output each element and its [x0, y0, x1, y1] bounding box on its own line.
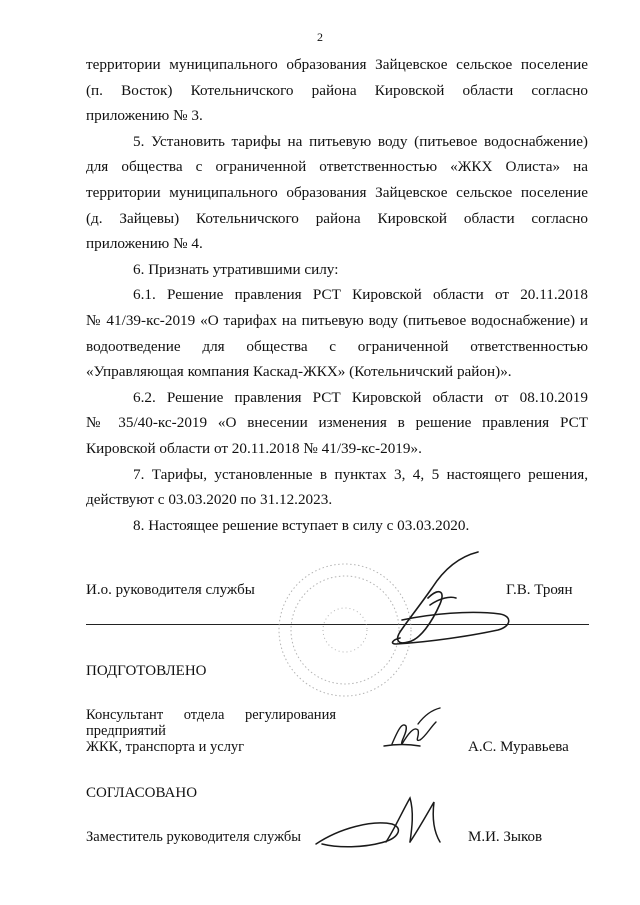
consultant-line-1: Консультант отдела регулирования [86, 707, 336, 723]
text-line: территории муниципального образования Зайцевское сельское поселение [86, 56, 588, 73]
text-line: приложению № 4. [86, 235, 203, 253]
text-line: для общества с ограниченной ответственностью «ЖКХ Олиста» на [86, 158, 588, 176]
consultant-line-3: ЖКК, транспорта и услуг [86, 739, 245, 755]
text-line: (п. Восток) Котельничского района Кировской области согласно [86, 81, 588, 99]
approved-title: СОГЛАСОВАНО [86, 785, 198, 801]
prepared-title: ПОДГОТОВЛЕНО [86, 663, 207, 679]
deputy-head-name: М.И. Зыков [468, 829, 543, 845]
text-line: № 35/40-кс-2019 «О внесении изменения в решение правления РСТ [86, 414, 588, 432]
text-line: Кировской области от 20.11.2018 № 41/39-кс-2019». [86, 439, 422, 457]
text-line: 7. Тарифы, установленные в пунктах 3, 4, 5 настоящего решения, [133, 465, 588, 483]
text-line: № 41/39-кс-2019 «О тарифах на питьевую воду (питьевое водоснабжение) и [86, 311, 588, 329]
acting-head-name: Г.В. Троян [506, 582, 573, 598]
acting-head-label: И.о. руководителя службы [86, 582, 255, 598]
consultant-line-2: предприятий [86, 723, 166, 739]
page-number: 2 [317, 30, 323, 44]
text-line: приложению № 3. [86, 107, 203, 125]
text-line: (д. Зайцевы) Котельничского района Кировской области согласно [86, 209, 588, 227]
deputy-head-label: Заместитель руководителя службы [86, 829, 302, 845]
consultant-name: А.С. Муравьева [468, 739, 569, 755]
text-line: 6. Признать утратившими силу: [133, 260, 339, 278]
text-line: территории муниципального образования Зайцевское сельское поселение [86, 183, 588, 201]
text-line: водоотведение для общества с ограниченной ответственностью [86, 337, 588, 355]
acting-head-signature [393, 552, 509, 644]
text-line: 6.1. Решение правления РСТ Кировской области от 20.11.2018 [133, 286, 588, 304]
stamp-seal [279, 564, 411, 696]
text-line: «Управляющая компания Каскад-ЖКХ» (Котельничский район)». [86, 363, 512, 381]
text-line: 6.2. Решение правления РСТ Кировской области от 08.10.2019 [133, 388, 588, 406]
text-line: 8. Настоящее решение вступает в силу с 03.03.2020. [133, 516, 470, 534]
deputy-head-signature [316, 798, 440, 847]
consultant-signature [384, 708, 440, 746]
text-line: действуют с 03.03.2020 по 31.12.2023. [86, 491, 333, 509]
text-line: 5. Установить тарифы на питьевую воду (питьевое водоснабжение) [133, 132, 588, 150]
